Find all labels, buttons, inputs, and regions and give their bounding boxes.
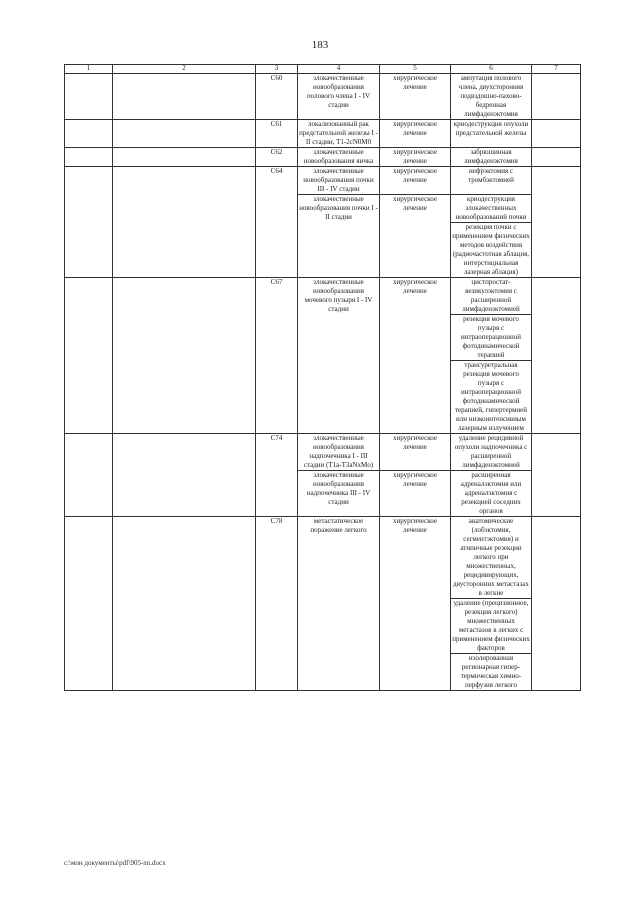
method-cell: расширенная адреналэктомия или адреналэктомия с резекцией соседних органов xyxy=(451,471,532,517)
col7-cell xyxy=(532,148,581,167)
diagnosis-cell: злокачественные новообразования надпочечника I - III стадии (T1a-T3aNxMo) xyxy=(298,434,380,471)
icd-code: C64 xyxy=(256,167,298,278)
col2-cell xyxy=(113,120,256,148)
diagnosis-cell: локализованный рак предстательной железы I - II стадии, T1-2cN0M0 xyxy=(299,120,378,146)
col2-cell xyxy=(113,148,256,167)
method-cell: анатомические (лобэктомия, сегментэктомия) и атипичные резекции легкого при множественных, рецидивирующих, двусторонних метастазах в легкие xyxy=(451,517,532,599)
table-row xyxy=(65,120,581,148)
table-row xyxy=(65,148,581,167)
method-cell: изолированная регионарная гипер-термическая химио-перфузия легкого xyxy=(451,654,532,691)
method-cell: удаление рецидивной опухоли надпочечника с расширенной лимфаденэктомией xyxy=(451,434,532,471)
col1-cell xyxy=(65,148,113,167)
diagnosis-cell: злокачественные новообразования почки III - IV стадии xyxy=(298,167,380,195)
method-cell: резекция мочевого пузыря с интраоперационной фотодинамической терапией xyxy=(451,315,532,361)
method-cell: криодеструкция опухоли предстательной железы xyxy=(451,120,532,148)
header-cell: 3 xyxy=(256,65,298,74)
header-cell: 1 xyxy=(65,65,113,74)
col7-cell xyxy=(532,278,581,434)
method-cell: нефрэктомия с тромбэктомией xyxy=(451,167,532,195)
page-number: 183 xyxy=(311,39,329,51)
treatment-type-cell: хирургическое лечение xyxy=(380,167,451,195)
file-path-footer: c:\мои документы\pdf\905-nn.docx xyxy=(64,859,166,867)
diagnosis-cell: злокачественные новообразования надпочечника III - IV стадии xyxy=(298,471,380,517)
icd-code: C78 xyxy=(256,517,298,691)
col2-cell xyxy=(113,74,256,120)
col7-cell xyxy=(532,74,581,120)
table-row xyxy=(65,167,581,195)
col2-cell xyxy=(113,167,256,278)
icd-code: C61 xyxy=(256,120,298,148)
diagnosis-cell: метастатическое поражение легкого xyxy=(298,517,380,691)
method-cell: удаление (прецизионное, резекция легкого) множественных метастазов в легких с применением физических факторов xyxy=(452,599,530,652)
method-cell: трансуретральная резекция мочевого пузыря с интраоперационной фотодинамической терапией, гипертермией или низкоинтенсивным лазерным излучением xyxy=(451,361,532,434)
method-cell: цистпростат-везикулэктомия с расширенной лимфаденэктомией xyxy=(451,278,532,315)
header-cell: 6 xyxy=(451,65,532,74)
treatment-type-cell: хирургическое лечение xyxy=(380,148,451,167)
treatment-type-cell: хирургическое лечение xyxy=(380,195,451,278)
treatment-type-cell: хирургическое лечение xyxy=(380,278,451,434)
col2-cell xyxy=(113,278,256,434)
method-cell: криодеструкция злокачественных новообразований почки xyxy=(451,195,532,223)
col1-cell xyxy=(65,278,113,434)
diagnosis-cell: злокачественные новообразования мочевого пузыря I - IV стадии xyxy=(298,278,380,434)
icd-code: C60 xyxy=(256,74,298,120)
method-cell: резекция почки с применением физических методов воздействия (радиочастотная аблация, интерстициальная лазерная аблация) xyxy=(452,223,530,276)
treatment-type-cell: хирургическое лечение xyxy=(380,120,451,148)
diagnosis-cell: злокачественные новообразования почки I - II стадии xyxy=(298,195,380,278)
col7-cell xyxy=(532,434,581,517)
col1-cell xyxy=(65,74,113,120)
col1-cell xyxy=(65,434,113,517)
col7-cell xyxy=(532,120,581,148)
method-cell: ампутация полового члена, двухсторонняя подвздошно-пахово-бедренная лимфаденэктомия xyxy=(451,74,532,120)
col1-cell xyxy=(65,517,113,691)
treatment-table xyxy=(64,64,581,691)
treatment-type-cell: хирургическое лечение xyxy=(380,517,451,691)
treatment-type-cell: хирургическое лечение xyxy=(380,434,451,471)
col7-cell xyxy=(532,517,581,691)
treatment-type-cell: хирургическое лечение xyxy=(380,471,451,517)
diagnosis-cell: злокачественные новообразования яичка xyxy=(298,148,380,167)
header-row xyxy=(65,65,581,74)
col2-cell xyxy=(113,434,256,517)
method-cell: забрюшинная лимфаденэктомия xyxy=(451,148,532,167)
icd-code: C74 xyxy=(256,434,298,517)
treatment-type-cell: хирургическое лечение xyxy=(380,74,451,120)
header-cell: 2 xyxy=(113,65,256,74)
col1-cell xyxy=(65,120,113,148)
col2-cell xyxy=(113,517,256,691)
table-row xyxy=(65,517,581,599)
icd-code: C67 xyxy=(256,278,298,434)
header-cell: 5 xyxy=(380,65,451,74)
header-cell: 7 xyxy=(532,65,581,74)
table-row xyxy=(65,74,581,120)
header-cell: 4 xyxy=(298,65,380,74)
col7-cell xyxy=(532,167,581,278)
icd-code: C62 xyxy=(256,148,298,167)
diagnosis-cell: злокачественные новообразования полового члена I - IV стадии xyxy=(298,74,380,120)
table-row xyxy=(65,434,581,471)
col1-cell xyxy=(65,167,113,278)
table-row xyxy=(65,278,581,315)
